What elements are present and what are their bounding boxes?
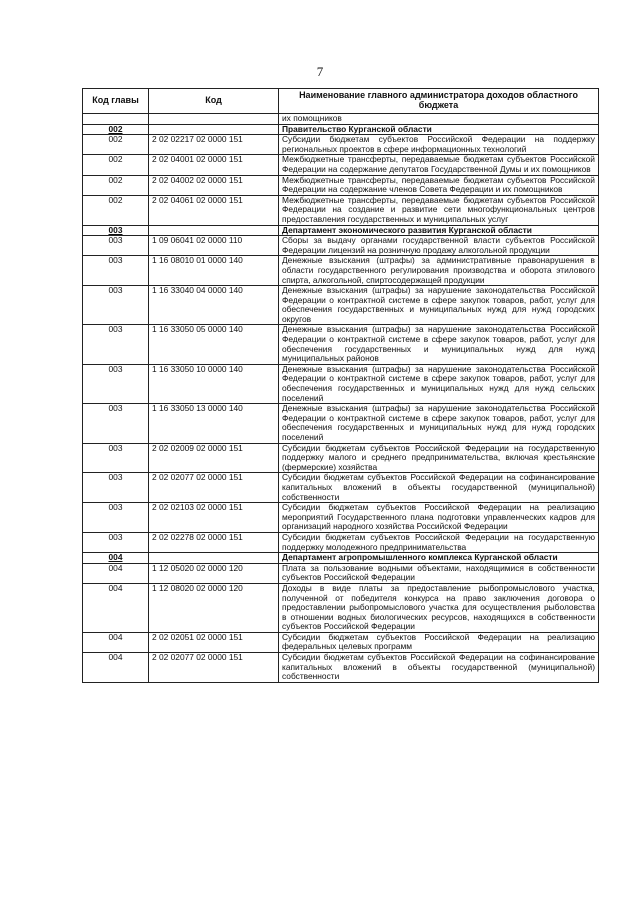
department-row [83, 553, 599, 564]
table-row [83, 195, 599, 225]
table-row [83, 653, 599, 683]
name-cell: Субсидии бюджетам субъектов Российской Федерации на государственную поддержку молодежного предпринимательства [279, 532, 599, 552]
chapter-code-cell: 002 [83, 175, 149, 195]
code-cell: 1 16 33050 05 0000 140 [149, 325, 279, 364]
code-cell: 2 02 02077 02 0000 151 [149, 653, 279, 683]
name-cell: Межбюджетные трансферты, передаваемые бюджетам субъектов Российской Федерации на содержание членов Совета Федерации и их помощников [279, 175, 599, 195]
chapter-code-cell: 003 [83, 225, 149, 236]
code-cell: 1 12 05020 02 0000 120 [149, 563, 279, 583]
header-chapter-code: Код главы [83, 89, 149, 114]
name-cell: Правительство Курганской области [279, 124, 599, 135]
table-row [83, 256, 599, 286]
header-code: Код [149, 89, 279, 114]
name-cell: Субсидии бюджетам субъектов Российской Федерации на поддержку региональных проектов в сфере информационных технологий [279, 135, 599, 155]
name-cell: Субсидии бюджетам субъектов Российской Федерации на софинансирование капитальных вложений в объекты государственной (муниципальной) собственности [279, 653, 599, 683]
table-row [83, 236, 599, 256]
table-row [83, 325, 599, 364]
name-cell: Субсидии бюджетам субъектов Российской Федерации на реализацию мероприятий Государственного плана подготовки управленческих кадров для организаций народного хозяйства Российской Федерации [279, 503, 599, 533]
code-cell: 2 02 02051 02 0000 151 [149, 632, 279, 652]
header-name: Наименование главного администратора доходов областного бюджета [279, 89, 599, 114]
code-cell [149, 114, 279, 125]
chapter-code-cell: 003 [83, 532, 149, 552]
table-body [83, 114, 599, 683]
table-row [83, 503, 599, 533]
table-row [83, 473, 599, 503]
chapter-code-cell: 004 [83, 583, 149, 632]
name-cell: Денежные взыскания (штрафы) за административные правонарушения в области государственного регулирования производства и оборота этилового спирта, алкогольной, спиртосодержащей продукции [279, 256, 599, 286]
table-row [83, 175, 599, 195]
chapter-code-cell: 003 [83, 404, 149, 443]
table-row [83, 404, 599, 443]
table-row [83, 135, 599, 155]
name-cell: Денежные взыскания (штрафы) за нарушение законодательства Российской Федерации о контрактной системе в сфере закупок товаров, работ, услуг для обеспечения государственных и муниципальных нужд для нужд муниципальных районов [279, 325, 599, 364]
chapter-code-cell: 004 [83, 553, 149, 564]
chapter-code-cell: 002 [83, 135, 149, 155]
code-cell: 2 02 04001 02 0000 151 [149, 155, 279, 175]
name-cell: Денежные взыскания (штрафы) за нарушение законодательства Российской Федерации о контрактной системе в сфере закупок товаров, работ, услуг для обеспечения государственных и муниципальных нужд для нужд городских поселений [279, 404, 599, 443]
page-number: 7 [316, 64, 324, 79]
chapter-code-cell: 003 [83, 473, 149, 503]
name-cell: Денежные взыскания (штрафы) за нарушение законодательства Российской Федерации о контрактной системе в сфере закупок товаров, работ, услуг для обеспечения государственных и муниципальных нужд для нужд городских округов [279, 286, 599, 325]
code-cell: 1 16 33050 13 0000 140 [149, 404, 279, 443]
table-row [83, 632, 599, 652]
chapter-code-cell: 003 [83, 236, 149, 256]
code-cell: 1 16 08010 01 0000 140 [149, 256, 279, 286]
department-row [83, 225, 599, 236]
name-cell: Субсидии бюджетам субъектов Российской Федерации на софинансирование капитальных вложений в объекты государственной (муниципальной) собственности [279, 473, 599, 503]
code-cell [149, 553, 279, 564]
chapter-code-cell: 002 [83, 195, 149, 225]
chapter-code-cell: 003 [83, 364, 149, 403]
table-row [83, 532, 599, 552]
code-cell: 2 02 02278 02 0000 151 [149, 532, 279, 552]
code-cell: 2 02 04061 02 0000 151 [149, 195, 279, 225]
code-cell: 2 02 02103 02 0000 151 [149, 503, 279, 533]
chapter-code-cell: 003 [83, 503, 149, 533]
name-cell: Денежные взыскания (штрафы) за нарушение законодательства Российской Федерации о контрактной системе в сфере закупок товаров, работ, услуг для обеспечения государственных и муниципальных нужд для нужд сельских поселений [279, 364, 599, 403]
code-cell: 1 16 33040 04 0000 140 [149, 286, 279, 325]
code-cell: 2 02 04002 02 0000 151 [149, 175, 279, 195]
chapter-code-cell: 002 [83, 155, 149, 175]
table-row [83, 155, 599, 175]
name-cell: Межбюджетные трансферты, передаваемые бюджетам субъектов Российской Федерации на содержание депутатов Государственной Думы и их помощников [279, 155, 599, 175]
chapter-code-cell: 003 [83, 443, 149, 473]
chapter-code-cell: 002 [83, 124, 149, 135]
code-cell: 2 02 02217 02 0000 151 [149, 135, 279, 155]
revenue-administrators-table [82, 88, 599, 683]
name-cell: Департамент экономического развития Курганской области [279, 225, 599, 236]
table-row [83, 563, 599, 583]
chapter-code-cell: 003 [83, 286, 149, 325]
name-cell: их помощников [279, 114, 599, 125]
code-cell: 1 12 08020 02 0000 120 [149, 583, 279, 632]
table-header-row [83, 89, 599, 114]
chapter-code-cell: 003 [83, 256, 149, 286]
name-cell: Субсидии бюджетам субъектов Российской Федерации на реализацию федеральных целевых программ [279, 632, 599, 652]
code-cell [149, 124, 279, 135]
table-row [83, 286, 599, 325]
department-row [83, 124, 599, 135]
code-cell: 1 16 33050 10 0000 140 [149, 364, 279, 403]
name-cell: Субсидии бюджетам субъектов Российской Федерации на государственную поддержку малого и среднего предпринимательства, включая крестьянские (фермерские) хозяйства [279, 443, 599, 473]
table-row [83, 443, 599, 473]
name-cell: Департамент агропромышленного комплекса Курганской области [279, 553, 599, 564]
table-row [83, 583, 599, 632]
chapter-code-cell: 004 [83, 563, 149, 583]
table-row [83, 114, 599, 125]
chapter-code-cell: 004 [83, 653, 149, 683]
code-cell: 1 09 06041 02 0000 110 [149, 236, 279, 256]
chapter-code-cell: 003 [83, 325, 149, 364]
code-cell [149, 225, 279, 236]
table-row [83, 364, 599, 403]
name-cell: Плата за пользование водными объектами, находящимися в собственности субъектов Российской Федерации [279, 563, 599, 583]
name-cell: Доходы в виде платы за предоставление рыбопромыслового участка, полученной от победителя конкурса на право заключения договора о предоставлении рыбопромыслового участка для осуществления рыболовства в отношении водных биологических ресурсов, находящихся в собственности субъектов Российской Федерации [279, 583, 599, 632]
chapter-code-cell [83, 114, 149, 125]
name-cell: Межбюджетные трансферты, передаваемые бюджетам субъектов Российской Федерации на создание и развитие сети многофункциональных центров предоставления государственных и муниципальных услуг [279, 195, 599, 225]
name-cell: Сборы за выдачу органами государственной власти субъектов Российской Федерации лицензий на розничную продажу алкогольной продукции [279, 236, 599, 256]
chapter-code-cell: 004 [83, 632, 149, 652]
code-cell: 2 02 02009 02 0000 151 [149, 443, 279, 473]
code-cell: 2 02 02077 02 0000 151 [149, 473, 279, 503]
